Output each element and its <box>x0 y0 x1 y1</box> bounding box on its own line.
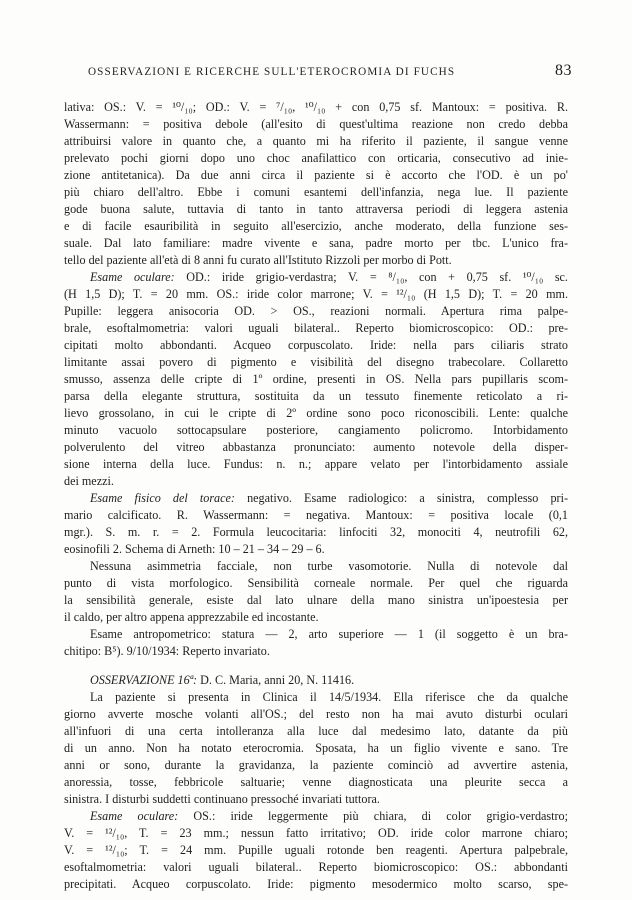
text-line: V. = ¹²/₁₀, T. = 23 mm.; nessun fatto irritativo; OD. iride color marrone chiaro; <box>64 826 568 840</box>
text-line: giorno avverte mosche volanti all'OS.; del resto non ha mai avuto disturbi oculari <box>64 707 568 721</box>
text-line: gode buona salute, tuttavia di tanto in tanto attraversa periodi di leggera astenia <box>64 202 568 216</box>
text-line: sinistra. I disturbi suddetti continuano pressoché invariati tuttora. <box>64 792 380 806</box>
text-line: Esame oculare: OD.: iride grigio-verdastra; V. = ⁸/₁₀, con + 0,75 sf. ¹⁰/₁₀ sc. <box>90 270 568 284</box>
text-line: attribuirsi valore in quanto che, a quanto mi ha riferito il paziente, il sangue venne <box>64 134 568 148</box>
italic-heading: OSSERVAZIONE 16ª: <box>90 673 198 687</box>
text-line: la sensibilità generale, esiste dal lato ulnare della mano sinistra un'ipoestesia per <box>64 593 568 607</box>
text-line: di un anno. Non ha notato eterocromia. Sposata, ha un figlio vivente e sano. Tre <box>64 741 568 755</box>
text-line: zione antitetanica). Da due anni circa il paziente si è accorto che l'OD. è un po' <box>64 168 568 182</box>
italic-heading: Esame oculare: <box>90 809 179 823</box>
text-line: Wassermann: = positiva debole (all'esito di quest'ultima reazione non credo debba <box>64 117 568 131</box>
text-line: esoftalmometria: valori uguali bilateral.. Reperto biomicroscopico: OS.: abbondanti <box>64 860 568 874</box>
text-line: tello del paziente all'età di 8 anni fu curato all'Istituto Rizzoli per morbo di Pott. <box>64 253 452 267</box>
text-line: Esame antropometrico: statura — 2, arto superiore — 1 (il soggetto è un bra- <box>90 627 568 641</box>
text-line: punto di vista morfologico. Sensibilità corneale normale. Per quel che riguarda <box>64 576 568 590</box>
text-line: V. = ¹²/₁₀; T. = 24 mm. Pupille uguali rotonde ben reagenti. Apertura palpebrale, <box>64 843 568 857</box>
text-line: OSSERVAZIONE 16ª: D. C. Maria, anni 20, N. 11416. <box>90 673 355 687</box>
text-line: (H 1,5 D); T. = 20 mm. OS.: iride color marrone; V. = ¹²/₁₀ (H 1,5 D); T. = 20 mm. <box>64 287 568 301</box>
text-line: sione interna della luce. Fundus: n. n.; appare velato per l'intorbidamento assiale <box>64 457 568 471</box>
body-text <box>64 99 568 893</box>
text-line: eosinofili 2. Schema di Arneth: 10 – 21 – 34 – 29 – 6. <box>64 542 325 556</box>
text-line: limitante assai povero di pigmento e visibilità del disegno trabecolare. Collaretto <box>64 355 568 369</box>
text-line: mario calcificato. R. Wassermann: = negativa. Mantoux: = positiva locale (0,1 <box>64 508 568 522</box>
text-line: minuto vacuolo sottocapsulare posteriore, cangiamento policromo. Intorbidamento <box>64 423 568 437</box>
text-line: mgr.). S. m. r. = 2. Formula leucocitaria: linfociti 32, monociti 4, neutrofili 62, <box>64 525 568 539</box>
paragraph-gap <box>64 660 568 672</box>
text-line: Esame oculare: OS.: iride leggermente più chiara, di color grigio-verdastro; <box>90 809 568 823</box>
text-line: parsa della elegante struttura, sostituita da un tessuto finemente reticolato a ri- <box>64 389 568 403</box>
running-title: OSSERVAZIONI E RICERCHE SULL'ETEROCROMIA DI FUCHS <box>88 66 456 78</box>
text-line: lativa: OS.: V. = ¹⁰/₁₀; OD.: V. = ⁷/₁₀, ¹⁰/₁₀ + con 0,75 sf. Mantoux: = positiva. R. <box>64 100 568 114</box>
text-line: il caldo, per altro appena apprezzabile ed incostante. <box>64 610 319 624</box>
text-line: smusso, assenza delle cripte di 1º ordine, presenti in OS. Nella pars pupillaris scom- <box>64 372 568 386</box>
italic-heading: Esame fisico del torace: <box>90 491 235 505</box>
text-line: lievo grossolano, in cui le cripte di 2º ordine sono poco riconoscibili. Lente: qualche <box>64 406 568 420</box>
text-line: Pupille: leggera anisocoria OD. > OS., reazioni normali. Apertura rima palpe- <box>64 304 568 318</box>
text-line: precipitati. Acqueo corpuscolato. Iride: pigmento mesodermico molto scarso, spe- <box>64 877 568 891</box>
text-line: suale. Dal lato familiare: madre vivente e sana, padre morto per tbc. L'unico fra- <box>64 236 568 250</box>
italic-heading: Esame oculare: <box>90 270 175 284</box>
text-line: cipitati molto abbondanti. Acqueo corpuscolato. Iride: nella pars ciliaris strato <box>64 338 568 352</box>
text-line: e di facile esauribilità in seguito all'esercizio, anche moderato, della funzione ses- <box>64 219 568 233</box>
text-line: prelevato pochi giorni dopo uno choc anafilattico con orticaria, consecutivo ad inie- <box>64 151 568 165</box>
text-line: chitipo: B⁵). 9/10/1934: Reperto invariato. <box>64 644 270 658</box>
text-line: brale, esoftalmometria: valori uguali bilateral.. Reperto biomicroscopico: OD.: pre- <box>64 321 568 335</box>
text-line: polverulento del vitreo abbastanza pronunciato: aumento notevole della disper- <box>64 440 568 454</box>
page-number: 83 <box>555 62 572 79</box>
text-line: La paziente si presenta in Clinica il 14/5/1934. Ella riferisce che da qualche <box>90 690 568 704</box>
text-line: anoressia, tosse, febbricole saltuarie; venne diagnosticata una pleurite secca a <box>64 775 568 789</box>
text-line: Esame fisico del torace: negativo. Esame radiologico: a sinistra, complesso pri- <box>90 491 568 505</box>
text-line: dei mezzi. <box>64 474 114 488</box>
text-line: all'infuori di una certa intolleranza alla luce dal medesimo lato, datante da più <box>64 724 568 738</box>
text-line: più chiaro dell'altro. Ebbe i comuni esantemi dell'infanzia, nega lue. Il paziente <box>64 185 568 199</box>
text-line: Nessuna asimmetria facciale, non turbe vasomotorie. Nulla di notevole dal <box>90 559 568 573</box>
text-line: anni or sono, durante la gravidanza, la paziente cominciò ad avvertire astenia, <box>64 758 568 772</box>
